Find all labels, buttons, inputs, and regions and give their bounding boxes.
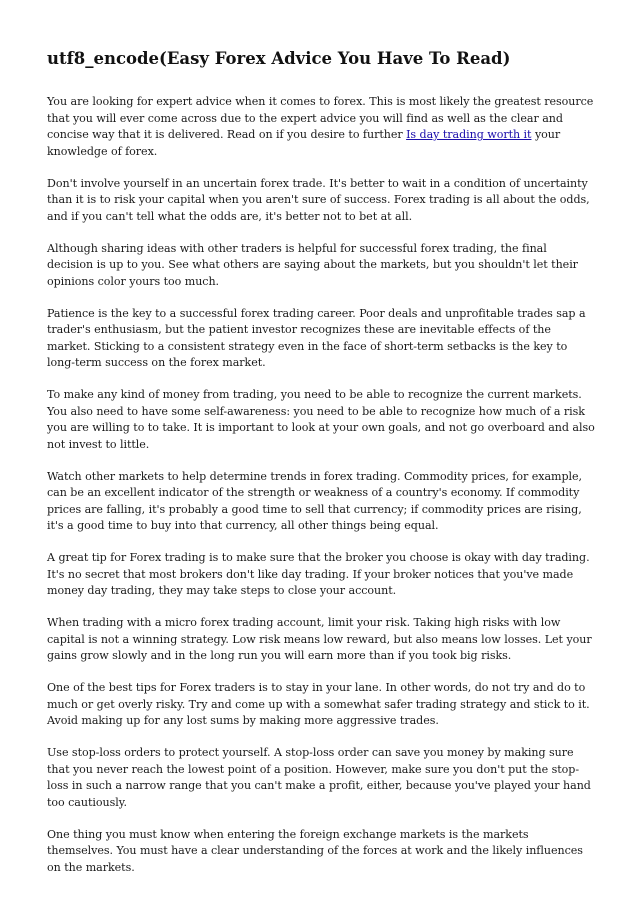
intro-text-after-link: your knowledge of forex. [47, 128, 561, 158]
paragraph-patience: Patience is the key to a successful forex trading career. Poor deals and unprofitable trades sap a trader's enthusiasm, but the patient investor recognizes these are inevitable effects of the market. Sticking to a consistent strategy even in the face of short-term setbacks is the key to long-term success on the forex market. [47, 306, 586, 369]
day-trading-link[interactable]: Is day trading worth it [406, 128, 532, 141]
paragraph-sharing-ideas: Although sharing ideas with other traders is helpful for successful forex trading, the final decision is up to you. See what others are saying about the markets, but you shouldn't let their opinions color yours too much. [47, 241, 578, 288]
paragraph-know-markets: One thing you must know when entering the foreign exchange markets is the markets themselves. You must have a clear understanding of the forces at work and the likely influences on the markets. [47, 827, 583, 874]
paragraph-stop-loss: Use stop-loss orders to protect yourself. A stop-loss order can save you money by making sure that you never reach the lowest point of a position. However, make sure you don't put the stop-loss in such a narrow range that you can't make a profit, either, because you've played your hand too cautiously. [47, 746, 591, 809]
page-title: utf8_encode(Easy Forex Advice You Have To Read) [47, 49, 511, 68]
intro-text-before-link: You are looking for expert advice when it comes to forex. This is most likely the greatest resource that you will ever come across due to the expert advice you will find as well as the clear and concise way that it is delivered. Read on if you desire to further [47, 95, 594, 141]
document-page [47, 48, 595, 892]
paragraph-uncertain-trade: Don't involve yourself in an uncertain forex trade. It's better to wait in a condition of uncertainty than it is to risk your capital when you aren't sure of success. Forex trading is all about the odds, and if you can't tell what the odds are, it's better not to bet at all. [47, 176, 590, 223]
paragraph-watch-markets: Watch other markets to help determine trends in forex trading. Commodity prices, for example, can be an excellent indicator of the strength or weakness of a country's economy. If commodity prices are falling, it's probably a good time to sell that currency; if commodity prices are rising, it's a good time to buy into that currency, all other things being equal. [47, 469, 583, 532]
paragraph-broker-day-trading: A great tip for Forex trading is to make sure that the broker you choose is okay with day trading. It's no secret that most brokers don't like day trading. If your broker notices that you've made money day trading, they may take steps to close your account. [47, 551, 590, 597]
paragraph-recognize-markets: To make any kind of money from trading, you need to be able to recognize the current markets. You also need to have some self-awareness: you need to be able to recognize how much of a risk you are willing to to take. It is important to look at your own goals, and not go overboard and also not invest to little. [47, 388, 595, 451]
paragraph-stay-in-lane: One of the best tips for Forex traders is to stay in your lane. In other words, do not try and do to much or get overly risky. Try and come up with a somewhat safer trading strategy and stick to it. Avoid making up for any lost sums by making more aggressive trades. [47, 681, 590, 727]
paragraph-micro-account: When trading with a micro forex trading account, limit your risk. Taking high risks with low capital is not a winning strategy. Low risk means low reward, but also means low losses. Let your gains grow slowly and in the long run you will earn more than if you took big risks. [47, 616, 592, 662]
intro-paragraph [47, 94, 595, 160]
